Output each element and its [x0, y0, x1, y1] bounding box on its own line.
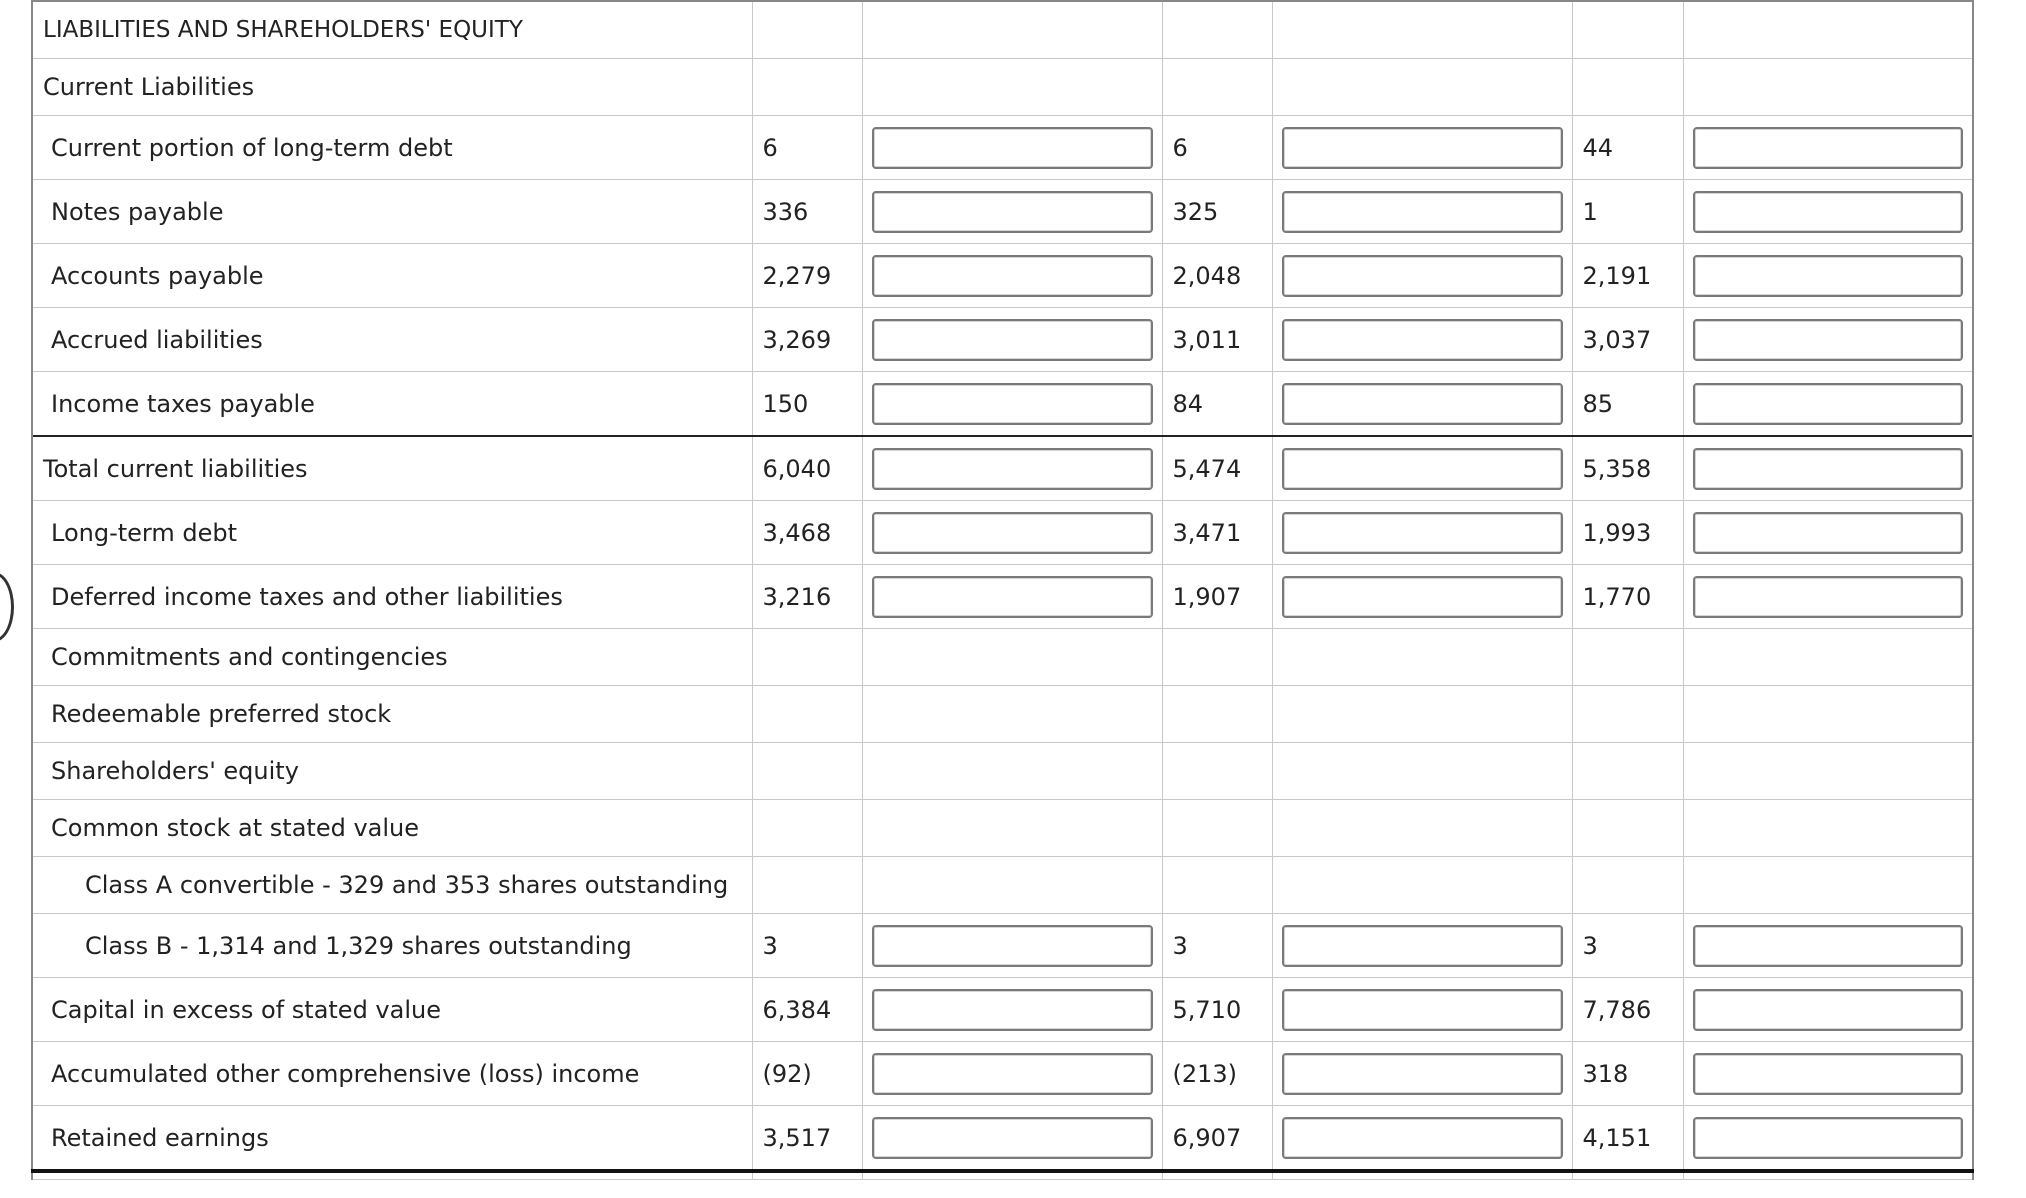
table-row — [32, 914, 1973, 978]
table-row-partial — [32, 1171, 1973, 1180]
answer-input[interactable] — [1693, 319, 1964, 361]
table-row — [32, 743, 1973, 800]
answer-input[interactable] — [1282, 925, 1563, 967]
table-row — [32, 565, 1973, 629]
section-title: LIABILITIES AND SHAREHOLDERS' EQUITY — [32, 1, 752, 59]
row-label: Shareholders' equity — [32, 743, 752, 800]
answer-input[interactable] — [872, 448, 1153, 490]
answer-input[interactable] — [872, 191, 1153, 233]
value-cell: 3 — [1162, 914, 1272, 978]
answer-input[interactable] — [1693, 576, 1964, 618]
table-row — [32, 308, 1973, 372]
value-cell: (92) — [752, 1042, 862, 1106]
radio-button-partial[interactable] — [0, 572, 14, 642]
row-label: Capital in excess of stated value — [32, 978, 752, 1042]
answer-input[interactable] — [1693, 383, 1964, 425]
answer-input[interactable] — [1693, 925, 1964, 967]
answer-input[interactable] — [872, 319, 1153, 361]
table-row — [32, 629, 1973, 686]
answer-input[interactable] — [1693, 448, 1964, 490]
value-cell: 6,384 — [752, 978, 862, 1042]
row-label: Long-term debt — [32, 501, 752, 565]
answer-input[interactable] — [872, 1053, 1153, 1095]
value-cell: 336 — [752, 180, 862, 244]
answer-input[interactable] — [1693, 512, 1964, 554]
section-header-row — [32, 1, 1973, 59]
answer-input[interactable] — [1282, 989, 1563, 1031]
answer-input[interactable] — [1282, 255, 1563, 297]
value-cell: 3,517 — [752, 1106, 862, 1172]
value-cell: 1,770 — [1572, 565, 1683, 629]
value-cell: 7,786 — [1572, 978, 1683, 1042]
row-label: Current portion of long-term debt — [32, 116, 752, 180]
value-cell: 2,191 — [1572, 244, 1683, 308]
answer-input[interactable] — [1282, 1053, 1563, 1095]
table-row — [32, 244, 1973, 308]
value-cell: (213) — [1162, 1042, 1272, 1106]
value-cell: 6 — [1162, 116, 1272, 180]
value-cell: 1,907 — [1162, 565, 1272, 629]
answer-input[interactable] — [1693, 1117, 1964, 1159]
answer-input[interactable] — [1282, 1117, 1563, 1159]
answer-input[interactable] — [872, 989, 1153, 1031]
answer-input[interactable] — [1282, 383, 1563, 425]
table-row — [32, 857, 1973, 914]
answer-input[interactable] — [1282, 576, 1563, 618]
value-cell: 3 — [752, 914, 862, 978]
table-row — [32, 180, 1973, 244]
value-cell: 84 — [1162, 372, 1272, 437]
answer-input[interactable] — [1693, 191, 1964, 233]
answer-input[interactable] — [1693, 989, 1964, 1031]
value-cell: 2,048 — [1162, 244, 1272, 308]
value-cell: 3,468 — [752, 501, 862, 565]
table-row — [32, 372, 1973, 437]
answer-input[interactable] — [1282, 319, 1563, 361]
row-label: Notes payable — [32, 180, 752, 244]
value-cell: 318 — [1572, 1042, 1683, 1106]
row-label: Current Liabilities — [32, 59, 752, 116]
liabilities-equity-table — [31, 0, 1974, 1180]
value-cell: 6 — [752, 116, 862, 180]
answer-input[interactable] — [1693, 127, 1964, 169]
answer-input[interactable] — [1282, 448, 1563, 490]
row-label: Commitments and contingencies — [32, 629, 752, 686]
answer-input[interactable] — [1282, 512, 1563, 554]
answer-input[interactable] — [1282, 127, 1563, 169]
answer-input[interactable] — [1693, 1053, 1964, 1095]
table-row — [32, 686, 1973, 743]
value-cell: 325 — [1162, 180, 1272, 244]
row-label: Retained earnings — [32, 1106, 752, 1172]
row-label: Accounts payable — [32, 244, 752, 308]
row-label: Class B - 1,314 and 1,329 shares outstanding — [32, 914, 752, 978]
table-row — [32, 978, 1973, 1042]
row-label: Total current liabilities — [32, 436, 752, 501]
table-row — [32, 800, 1973, 857]
table-row — [32, 1106, 1973, 1172]
value-cell: 44 — [1572, 116, 1683, 180]
row-label: Redeemable preferred stock — [32, 686, 752, 743]
value-cell: 1 — [1572, 180, 1683, 244]
row-label: Accumulated other comprehensive (loss) income — [32, 1042, 752, 1106]
value-cell: 2,279 — [752, 244, 862, 308]
table-row — [32, 116, 1973, 180]
answer-input[interactable] — [872, 576, 1153, 618]
value-cell: 4,151 — [1572, 1106, 1683, 1172]
row-label: Class A convertible - 329 and 353 shares outstanding — [32, 857, 752, 914]
answer-input[interactable] — [872, 127, 1153, 169]
answer-input[interactable] — [1282, 191, 1563, 233]
value-cell: 1,993 — [1572, 501, 1683, 565]
answer-input[interactable] — [1693, 255, 1964, 297]
value-cell: 3,471 — [1162, 501, 1272, 565]
value-cell: 3,037 — [1572, 308, 1683, 372]
row-label: Accrued liabilities — [32, 308, 752, 372]
answer-input[interactable] — [872, 1117, 1153, 1159]
table-row — [32, 501, 1973, 565]
row-label: Common stock at stated value — [32, 800, 752, 857]
value-cell: 3 — [1572, 914, 1683, 978]
total-row — [32, 436, 1973, 501]
answer-input[interactable] — [872, 383, 1153, 425]
answer-input[interactable] — [872, 925, 1153, 967]
value-cell: 5,474 — [1162, 436, 1272, 501]
table-row — [32, 1042, 1973, 1106]
table-row — [32, 59, 1973, 116]
value-cell: 3,011 — [1162, 308, 1272, 372]
value-cell: 3,216 — [752, 565, 862, 629]
value-cell: 5,710 — [1162, 978, 1272, 1042]
value-cell: 150 — [752, 372, 862, 437]
answer-input[interactable] — [872, 512, 1153, 554]
value-cell: 5,358 — [1572, 436, 1683, 501]
value-cell: 85 — [1572, 372, 1683, 437]
value-cell: 6,907 — [1162, 1106, 1272, 1172]
value-cell: 6,040 — [752, 436, 862, 501]
answer-input[interactable] — [872, 255, 1153, 297]
row-label: Income taxes payable — [32, 372, 752, 437]
row-label: Deferred income taxes and other liabilities — [32, 565, 752, 629]
value-cell: 3,269 — [752, 308, 862, 372]
